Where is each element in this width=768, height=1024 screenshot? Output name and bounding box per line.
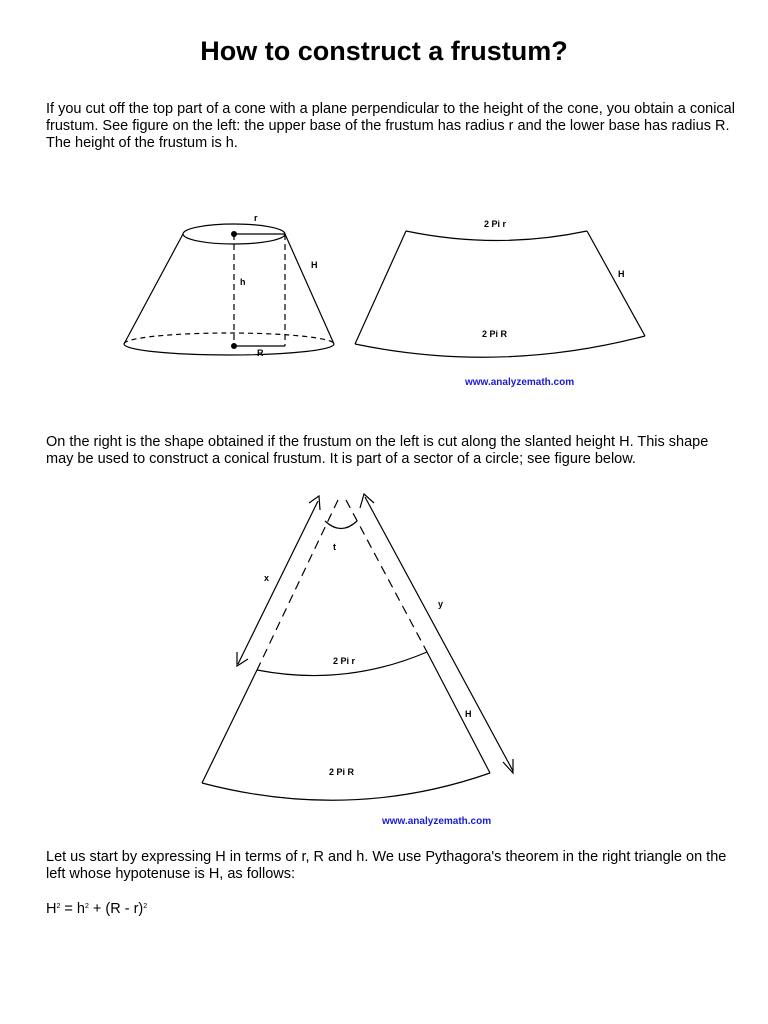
sector-left-dashed [257, 500, 338, 670]
figure1-url: www.analyzemath.com [465, 377, 575, 388]
x-arrow-shaft [238, 501, 318, 664]
label-net-bottom: 2 Pi R [482, 329, 508, 339]
formula-lhs: H [46, 901, 57, 917]
sector-right-dashed [346, 500, 427, 652]
label-H-frustum: H [311, 260, 318, 270]
page-title: How to construct a frustum? [200, 36, 568, 66]
sector-drawing [202, 494, 513, 800]
label-large-arc: 2 Pi R [329, 767, 355, 777]
formula-exp-1: 2 [56, 903, 61, 910]
label-t: t [333, 542, 336, 552]
label-h: h [240, 277, 246, 287]
label-R: R [257, 348, 264, 358]
label-y: y [438, 599, 444, 609]
third-paragraph: Let us start by expressing H in terms of r, R and h. We use Pythagora's theorem in the right triangle on the left whose hypotenuse is H, as follows: [46, 849, 727, 882]
second-paragraph: On the right is the shape obtained if the frustum on the left is cut along the slanted height H. This shape may be used to construct a conical frustum. It is part of a sector of a circle; see figure below. [46, 434, 709, 467]
label-net-side: H [618, 269, 625, 279]
pythagoras-formula [46, 901, 147, 917]
sector-large-arc [202, 773, 490, 800]
figure2-url: www.analyzemath.com [382, 816, 492, 827]
label-x: x [264, 573, 270, 583]
label-r: r [254, 213, 258, 223]
sector-left-edge [202, 670, 257, 783]
formula-rhs-1: = h [60, 901, 85, 917]
formula-exp-3: 2 [143, 903, 148, 910]
sector-angle-arc [325, 521, 357, 529]
label-H-sector: H [465, 709, 472, 719]
y-arrow-shaft [365, 497, 513, 771]
formula-rhs-2: + (R - r) [88, 901, 144, 917]
label-net-top: 2 Pi r [484, 219, 507, 229]
intro-paragraph: If you cut off the top part of a cone with a plane perpendicular to the height of the cone, you obtain a conical frustum. See figure on the left: the upper base of the frustum has radius r and the lower base has radius R. The height of the frustum is h. [46, 101, 735, 151]
label-small-arc: 2 Pi r [333, 656, 356, 666]
formula-exp-2: 2 [84, 903, 89, 910]
